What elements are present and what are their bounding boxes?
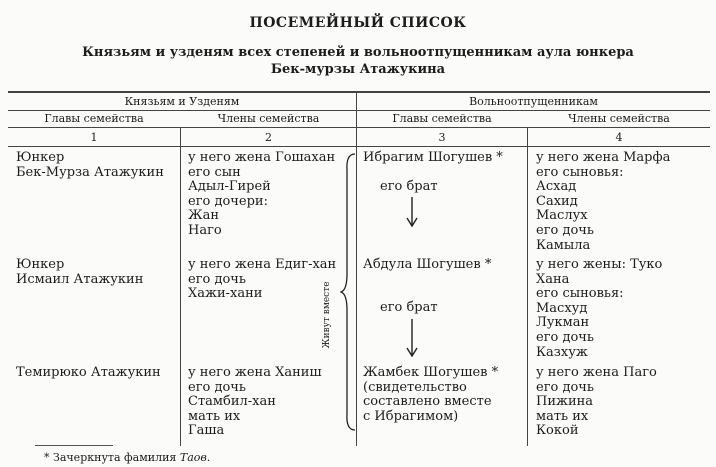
- table-row-2-relation: его брат: [380, 300, 438, 315]
- col-number-3: 3: [438, 131, 446, 144]
- member-line: у него жены: Туко: [536, 257, 663, 272]
- group-header-princes: Князьям и Узденям: [124, 95, 240, 108]
- table-row-3-free-head: [363, 366, 498, 424]
- head-line: Бек-Мурза Атажукин: [16, 164, 164, 180]
- member-line: его дочери:: [188, 193, 268, 209]
- member-line: его дочь: [536, 379, 594, 395]
- col-divider-1: [180, 128, 181, 446]
- col-divider-3: [527, 128, 528, 446]
- table-group-rule: [8, 110, 710, 111]
- member-line: его сын: [188, 164, 241, 180]
- member-line: Стамбил-хан: [188, 394, 276, 410]
- member-line: Маслух: [536, 208, 588, 224]
- free-head-line: Абдула Шогушев *: [363, 257, 492, 272]
- table-row-1-free-head: [363, 151, 503, 166]
- brace-label: Живут вместе: [322, 281, 332, 349]
- member-line: Адыл-Гирей: [188, 179, 271, 195]
- brace-icon: [340, 152, 358, 432]
- head-line: Юнкер: [16, 257, 65, 272]
- free-head-line: с Ибрагимом): [363, 408, 459, 424]
- member-line: Кокой: [536, 423, 579, 439]
- table-row-2-head: [16, 258, 143, 287]
- member-line: Хана: [536, 271, 570, 287]
- subtitle-line-1: Князьям и узденям всех степеней и вольноотпущенникам аула юнкера: [82, 45, 634, 60]
- member-line: его сыновья:: [536, 286, 624, 302]
- table-row-2-free-head: [363, 258, 491, 273]
- table-row-2-members: [188, 258, 336, 302]
- member-line: Гаша: [188, 423, 225, 439]
- member-line: его дочь: [536, 222, 594, 238]
- col-header-3: Главы семейства: [392, 112, 492, 125]
- table-row-1-head: [16, 151, 164, 180]
- down-arrow-icon: [404, 318, 420, 358]
- member-line: его сыновья:: [536, 164, 624, 180]
- member-line: Камыла: [536, 237, 591, 253]
- member-line: у него жена Едиг-хан: [188, 257, 337, 272]
- free-head-line: Ибрагим Шогушев *: [363, 150, 503, 165]
- free-head-line: (свидетельство: [363, 379, 467, 395]
- col-number-2: 2: [265, 131, 272, 144]
- member-line: Казхуж: [536, 344, 588, 360]
- member-line: Сахид: [536, 193, 578, 209]
- footnote-name: Таов.: [179, 451, 211, 464]
- member-line: Асхад: [536, 179, 577, 195]
- page-title: ПОСЕМЕЙНЫЙ СПИСОК: [249, 15, 467, 31]
- subtitle-line-2: Бек-мурзы Атажукина: [270, 62, 446, 77]
- group-header-freedmen: Вольноотпущенникам: [469, 95, 598, 108]
- member-line: мать их: [188, 408, 241, 424]
- free-head-line: Жамбек Шогушев *: [363, 365, 499, 380]
- member-line: у него жена Гошахан: [188, 150, 336, 165]
- member-line: его дочь: [188, 379, 246, 395]
- table-row-1-members: [188, 151, 335, 239]
- col-header-1: Главы семейства: [44, 112, 144, 125]
- head-line: Темирюко Атажукин: [16, 365, 161, 380]
- member-line: мать их: [536, 408, 589, 424]
- member-line: у него жена Марфа: [536, 150, 671, 165]
- member-line: Масхуд: [536, 300, 588, 316]
- member-line: Хажи-хани: [188, 286, 263, 302]
- down-arrow-icon: [404, 196, 420, 228]
- table-row-1-free-members: [536, 151, 670, 253]
- member-line: Пижина: [536, 394, 594, 410]
- footnote-rule: [35, 445, 113, 446]
- col-number-1: 1: [90, 131, 98, 144]
- table-header-rule: [8, 127, 710, 128]
- head-line: Исмаил Атажукин: [16, 271, 144, 287]
- col-header-2: Члены семейства: [217, 112, 320, 125]
- footnote-text: * Зачеркнута фамилия: [44, 451, 177, 464]
- member-line: его дочь: [536, 329, 594, 345]
- head-line: Юнкер: [16, 150, 65, 165]
- member-line: у него жена Ханиш: [188, 365, 322, 380]
- footnote: [44, 451, 210, 464]
- table-row-2-free-members: [536, 258, 662, 360]
- member-line: Лукман: [536, 315, 590, 331]
- table-row-1-relation: его брат: [380, 179, 438, 194]
- member-line: Наго: [188, 222, 222, 238]
- table-row-3-head: [16, 366, 161, 381]
- table-top-rule: [8, 91, 710, 93]
- col-number-4: 4: [615, 131, 623, 144]
- member-line: Жан: [188, 208, 220, 224]
- table-row-3-members: [188, 366, 322, 439]
- table-row-3-free-members: [536, 366, 657, 439]
- free-head-line: составлено вместе: [363, 394, 492, 410]
- table-number-rule: [8, 146, 710, 147]
- member-line: у него жена Паго: [536, 365, 657, 380]
- member-line: его дочь: [188, 271, 246, 287]
- col-header-4: Члены семейства: [568, 112, 670, 125]
